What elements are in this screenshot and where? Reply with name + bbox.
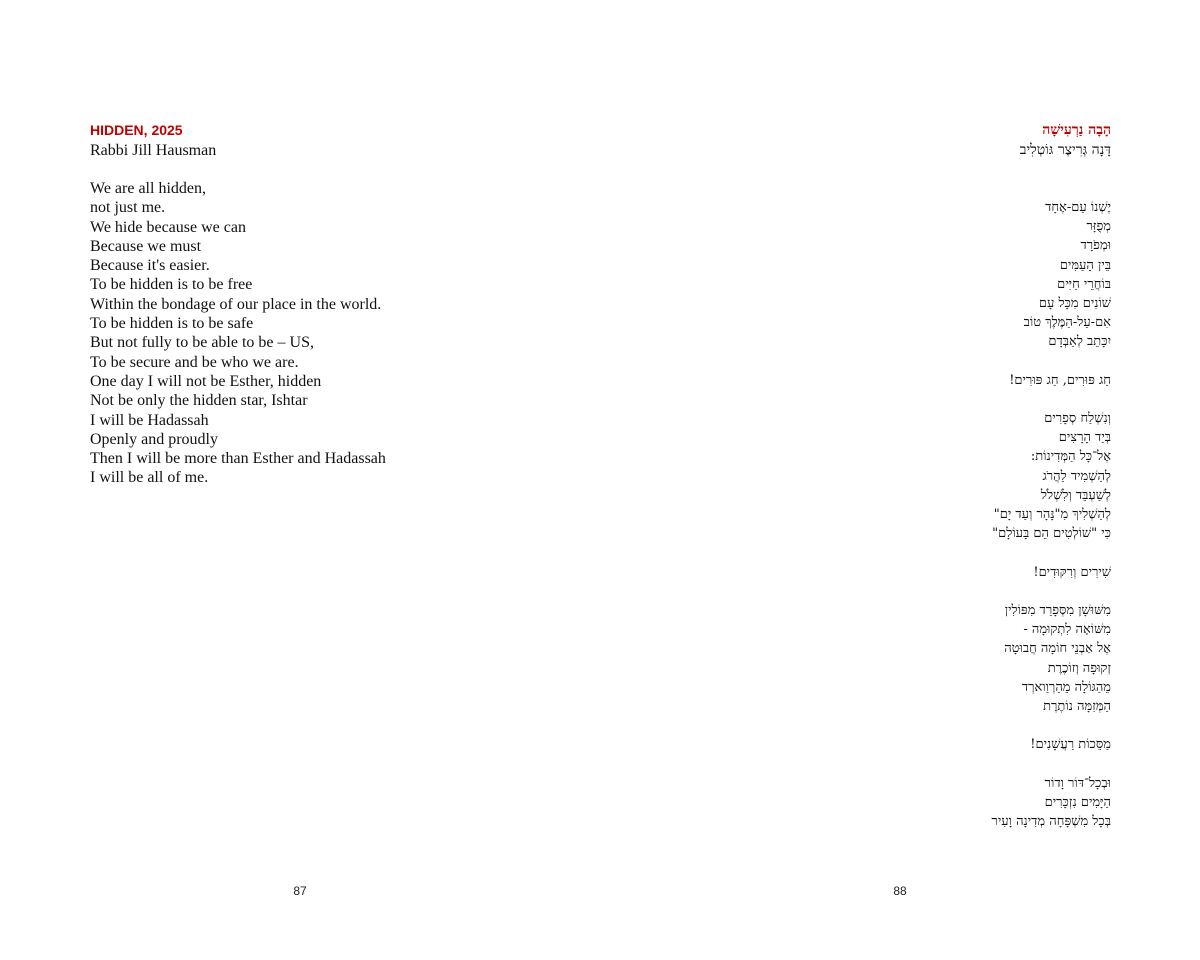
poem-line: Then I will be more than Esther and Hadassah: [90, 450, 386, 468]
poem-line: Because it's easier.: [90, 257, 210, 275]
hebrew-poem-line: אֶל־כָּל הַמְּדִינוֹת:: [1030, 449, 1111, 465]
poem-line: Openly and proudly: [90, 430, 218, 448]
english-poem-block: [90, 121, 570, 488]
hebrew-poem-line: הַיָּמִים נִזְכָּרִים: [1044, 794, 1111, 810]
hebrew-poem-line: זְקוּפָה וְזוֹכֶרֶת: [1047, 660, 1111, 676]
hebrew-poem-block: [631, 121, 1111, 850]
poem-line: We hide because we can: [90, 218, 246, 236]
hebrew-poem-line: שׁוֹנִים מִכָּל עָם: [1038, 295, 1111, 311]
poem-line: Within the bondage of our place in the world.: [90, 295, 382, 313]
hebrew-stanza: [631, 409, 1111, 543]
english-poem-body: [90, 179, 570, 488]
page-number-right: 88: [893, 884, 907, 898]
hebrew-poem-body: [631, 198, 1111, 831]
poem-line: I will be Hadassah: [90, 411, 209, 429]
poem-line: Because we must: [90, 237, 202, 255]
hebrew-poem-line: שִׁירִים וְרִקּוּדִים!: [1033, 564, 1111, 580]
poem-line: I will be all of me.: [90, 469, 209, 487]
hebrew-poem-line: יֶשְׁנוֹ עַם-אֶחָד: [1045, 200, 1111, 215]
hebrew-poem-line: מְפֻזָּר: [1086, 219, 1111, 235]
poem-line: Not be only the hidden star, Ishtar: [90, 392, 308, 410]
hebrew-stanza: [631, 774, 1111, 832]
hebrew-poem-line: אֶל אַבְנֵי חוֹמָה חֲבוּטָה: [1004, 641, 1111, 657]
english-poem-author: Rabbi Jill Hausman: [90, 142, 217, 159]
hebrew-poem-line: חַג פּוּרִים, חַג פּוּרִים!: [1009, 372, 1111, 388]
hebrew-poem-title: הָבָה נַרְעִישָׁה: [1042, 122, 1111, 138]
hebrew-poem-line: וְנִשְׁלַח סְפָרִים: [1044, 411, 1111, 427]
hebrew-poem-line: מַסֵּכוֹת רַעֲשָׁנִים!: [1030, 737, 1111, 753]
hebrew-poem-line: הַמְּזִמָּה נוֹתֶרֶת: [1043, 698, 1111, 714]
hebrew-poem-line: מִשּׁוּשָׁן מִסְּפָרַד מִפּוֹלִין: [1004, 602, 1111, 618]
hebrew-poem-line: וּמְפֹרָד: [1080, 238, 1111, 254]
hebrew-poem-line: לְשַׁעְבֵּד וְלִשְׁלֹל: [1040, 487, 1111, 503]
poem-line: We are all hidden,: [90, 180, 206, 197]
poem-line: To be hidden is to be safe: [90, 315, 254, 333]
hebrew-poem-line: וּבְכָל־דּוֹר וָדוֹר: [1044, 775, 1111, 791]
hebrew-poem-line: לְהַשְׁמִיד לַהֲרֹג: [1042, 468, 1111, 484]
hebrew-poem-line: בּוֹחֲרֵי חַיִּים: [1057, 276, 1111, 292]
hebrew-poem-line: אִם-עַל-הַמֶּלֶךְ טוֹב: [1023, 315, 1111, 331]
page-number-left: 87: [293, 884, 307, 898]
hebrew-poem-line: כִּי "שׁוֹלְטִים הֵם בָּעוֹלָם": [992, 526, 1111, 542]
hebrew-poem-line: יִכָּתֵב לְאַבְּדָם: [1048, 334, 1111, 350]
hebrew-poem-line: בֵּין הָעַמִּים: [1059, 257, 1111, 273]
hebrew-poem-line: בְּיַד הָרָצִים: [1058, 430, 1111, 446]
hebrew-poem-line: בְּכָל מִשְׁפָּחָה מְדִינָה וָעִיר: [991, 814, 1111, 829]
hebrew-stanza: [631, 735, 1111, 754]
poem-line: But not fully to be able to be – US,: [90, 334, 314, 352]
hebrew-stanza: [631, 371, 1111, 390]
poem-line: One day I will not be Esther, hidden: [90, 372, 322, 390]
hebrew-stanza: [631, 198, 1111, 352]
hebrew-poem-line: מִשּׁוֹאָה לִתְקוּמָה -: [1023, 622, 1111, 638]
english-poem-title: HIDDEN, 2025: [90, 122, 183, 138]
right-page: [600, 0, 1200, 960]
poem-line: not just me.: [90, 199, 166, 217]
poem-line: To be hidden is to be free: [90, 276, 253, 294]
hebrew-stanza: [631, 601, 1111, 716]
hebrew-poem-line: מֵהַגּוֹלָה מֵהַרְוַוארְד: [1021, 679, 1111, 695]
hebrew-stanza: [631, 563, 1111, 582]
hebrew-poem-line: לְהַשְׁלִיךְ מִ"נָּהָר וְעַד יָם": [993, 507, 1111, 522]
hebrew-poem-author: דָּנָה גְּרִיצֶר גּוֹטְלִיב: [1019, 142, 1111, 158]
poem-line: To be secure and be who we are.: [90, 353, 299, 371]
